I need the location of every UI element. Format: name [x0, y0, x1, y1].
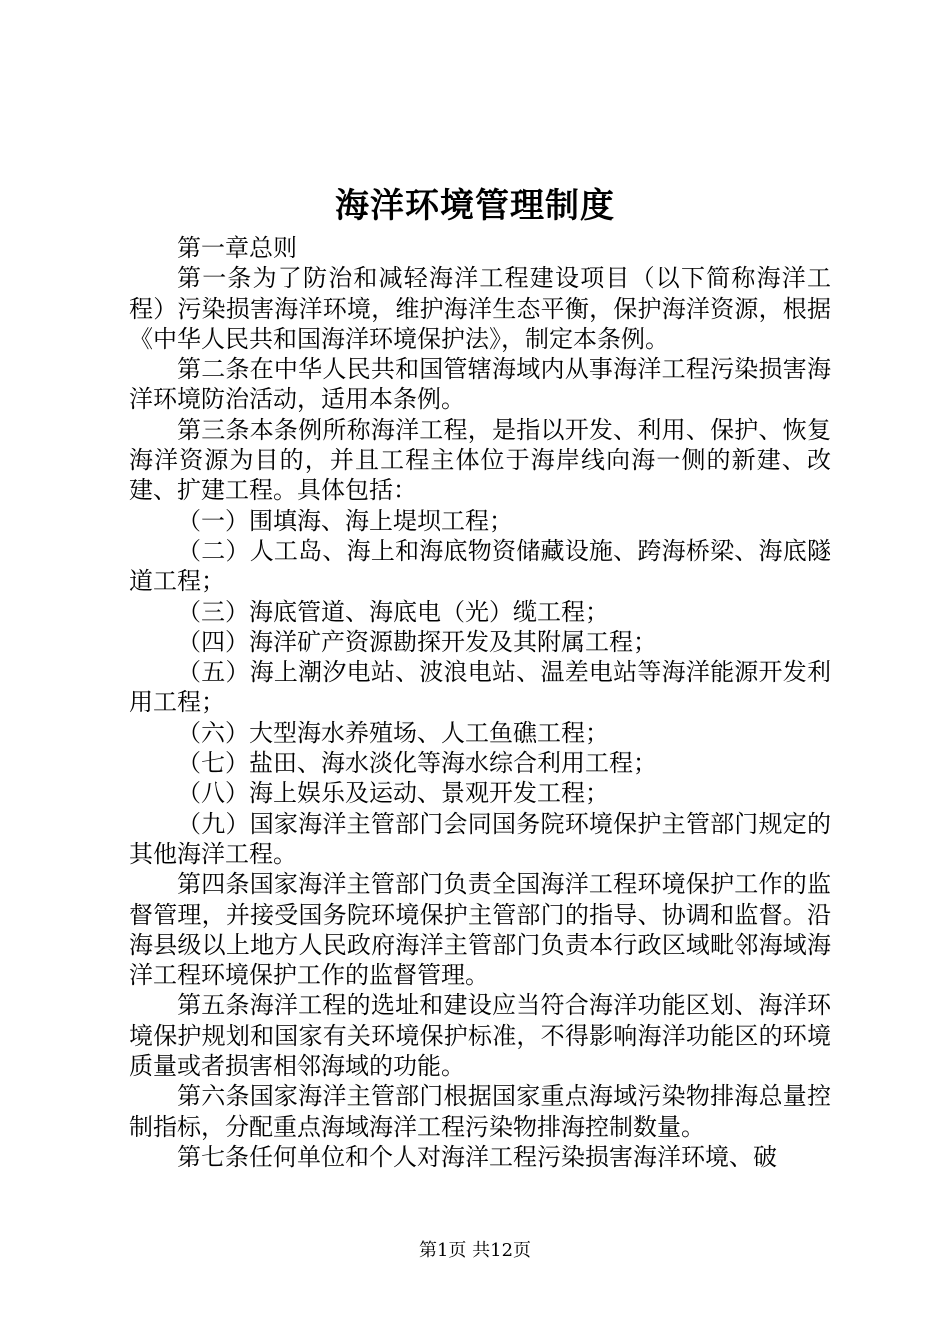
list-item: （八）海上娱乐及运动、景观开发工程；	[177, 779, 609, 808]
chapter-heading: 第一章总则	[177, 234, 297, 262]
page-footer: 第1页 共12页	[418, 1240, 532, 1261]
list-item: （七）盐田、海水淡化等海水综合利用工程；	[177, 749, 657, 778]
list-item: （一）围填海、海上堤坝工程；	[177, 506, 513, 535]
document-body	[129, 233, 831, 1172]
article-paragraph: 第六条国家海洋主管部门根据国家重点海域污染物排海总量控制指标，分配重点海域海洋工程污染物排海控制数量。	[129, 1082, 831, 1141]
article-paragraph: 第七条任何单位和个人对海洋工程污染损害海洋环境、破	[177, 1142, 777, 1171]
article-paragraph: 第二条在中华人民共和国管辖海域内从事海洋工程污染损害海洋环境防治活动，适用本条例。	[129, 355, 831, 414]
list-item: （二）人工岛、海上和海底物资储藏设施、跨海桥梁、海底隧道工程；	[129, 536, 831, 596]
article-paragraph: 第一条为了防治和减轻海洋工程建设项目（以下简称海洋工程）污染损害海洋环境，维护海洋生态平衡，保护海洋资源，根据《中华人民共和国海洋环境保护法》，制定本条例。	[129, 264, 831, 353]
article-paragraph: 第三条本条例所称海洋工程，是指以开发、利用、保护、恢复海洋资源为目的，并且工程主体位于海岸线向海一侧的新建、改建、扩建工程。具体包括：	[129, 415, 831, 505]
document-title: 海洋环境管理制度	[335, 186, 615, 226]
list-item: （三）海底管道、海底电（光）缆工程；	[177, 597, 609, 626]
list-item: （九）国家海洋主管部门会同国务院环境保护主管部门规定的其他海洋工程。	[129, 809, 831, 868]
list-item: （六）大型海水养殖场、人工鱼礁工程；	[177, 718, 609, 747]
list-item: （四）海洋矿产资源勘探开发及其附属工程；	[177, 627, 657, 656]
article-paragraph: 第四条国家海洋主管部门负责全国海洋工程环境保护工作的监督管理，并接受国务院环境保护主管部门的指导、协调和监督。沿海县级以上地方人民政府海洋主管部门负责本行政区域毗邻海域海洋工程环境保护工作的监督管理。	[129, 870, 831, 990]
article-paragraph: 第五条海洋工程的选址和建设应当符合海洋功能区划、海洋环境保护规划和国家有关环境保护标准，不得影响海洋功能区的环境质量或者损害相邻海域的功能。	[129, 991, 831, 1081]
list-item: （五）海上潮汐电站、波浪电站、温差电站等海洋能源开发利用工程；	[129, 658, 831, 717]
